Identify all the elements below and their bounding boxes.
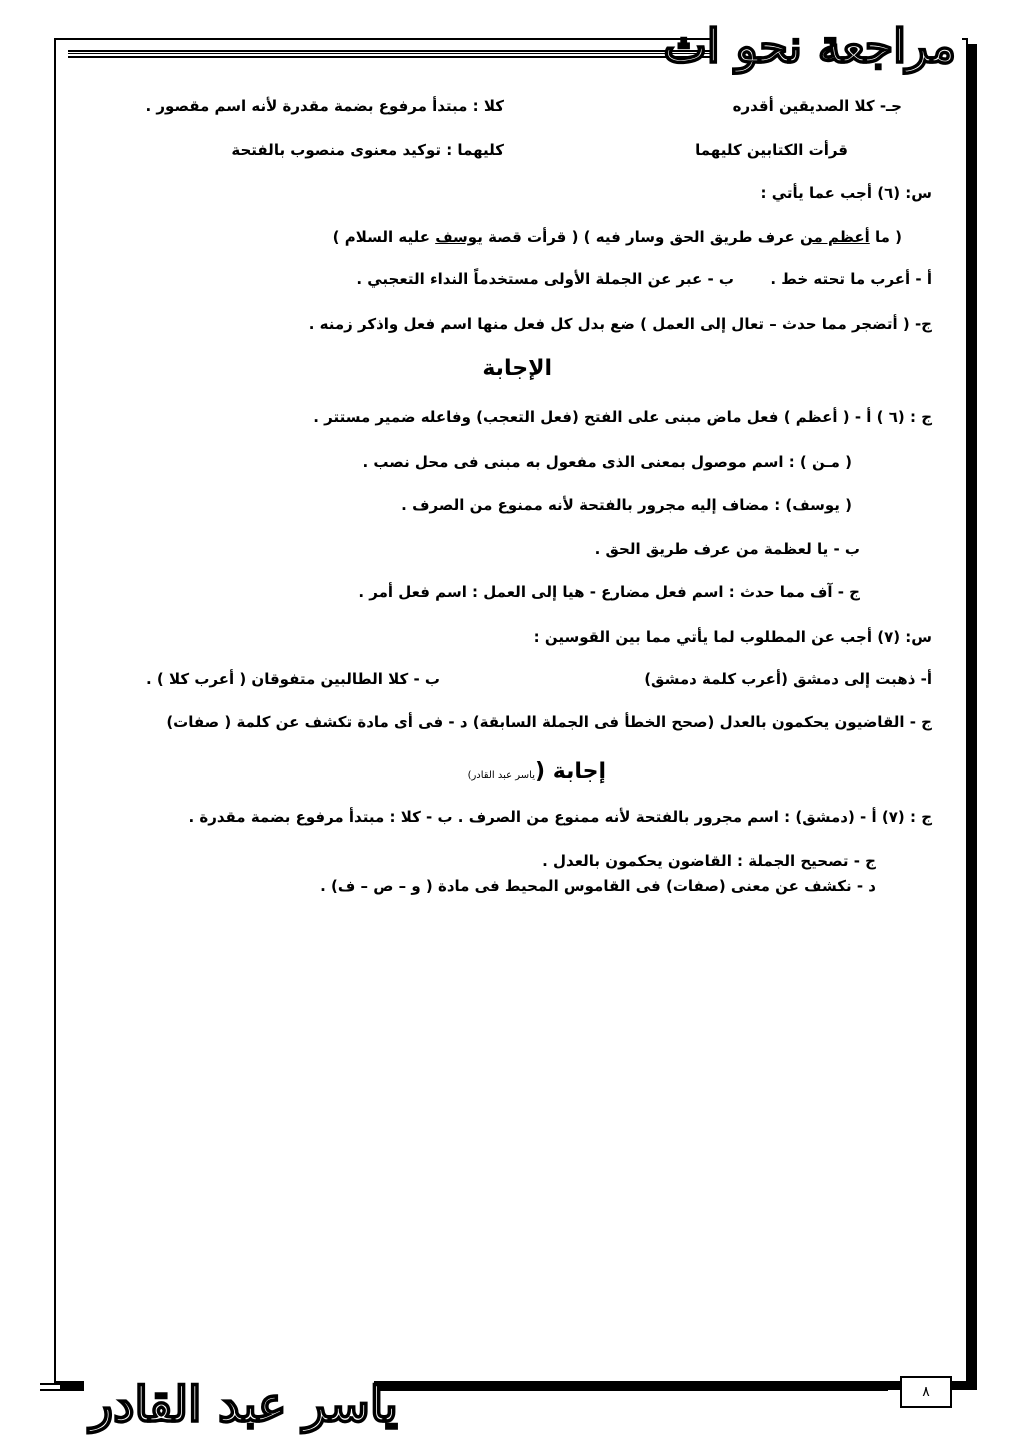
question-7-a: أ- ذهبت إلى دمشق (أعرب كلمة دمشق) (644, 670, 932, 688)
answer-author: ياسر عبد القادر) (467, 770, 536, 781)
line-1-right: جـ- كلا الصديقين أقدره (732, 97, 902, 115)
answer-7-line-1: ج : (٧) أ - (دمشق) : اسم مجرور بالفتحة لأنه ممنوع من الصرف . ب - كلا : مبتدأ مرفوع بضمة مقدرة . (188, 808, 932, 826)
line-2-right: قرأت الكتابين كليهما (695, 141, 848, 159)
question-7-c: ج - القاضيون يحكمون بالعدل (صحح الخطأ فى الجملة السابقة) د - فى أى مادة تكشف عن كلمة ( صفات) (166, 713, 932, 731)
frame-shadow-right (968, 44, 977, 1390)
footer-rule (374, 1383, 888, 1391)
line-2-left: كليهما : توكيد معنوى منصوب بالفتحة (231, 141, 504, 159)
question-6-c: ج- ( أتضجر مما حدث – تعال إلى العمل ) ضع بدل كل فعل منها اسم فعل واذكر زمنه . (308, 315, 932, 333)
answer-6-line-4: ب - يا لعظمة من عرف طريق الحق . (594, 540, 860, 558)
answer-6-line-1: ج : (٦ ) أ - ( أعظم ) فعل ماض مبنى على الفتح (فعل التعجب) وفاعله ضمير مستتر . (313, 408, 932, 426)
page-number: ٨ (900, 1376, 952, 1408)
header (663, 14, 962, 78)
answer-7-line-3: د - نكشف عن معنى (صفات) فى القاموس المحيط فى مادة ( و – ص – ف) . (320, 877, 876, 895)
answer-7-line-2: ج - تصحيح الجملة : القاضون يحكمون بالعدل . (542, 852, 876, 870)
line-1-left: كلا : مبتدأ مرفوع بضمة مقدرة لأنه اسم مقصور . (145, 97, 504, 115)
footer-rule-left (40, 1383, 84, 1391)
question-7-b: ب - كلا الطالبين متفوقان ( أعرب كلا ) . (146, 670, 440, 688)
answer-6-line-3: ( يوسف) : مضاف إليه مجرور بالفتحة لأنه ممنوع من الصرف . (401, 496, 852, 514)
answer-heading-2 (468, 757, 606, 791)
question-6-b: ب - عبر عن الجملة الأولى مستخدماً النداء التعجبي . (356, 270, 734, 288)
sentence-part: ( ما (875, 228, 902, 246)
question-6-sentence (333, 226, 902, 248)
underlined-word: أعظم من (799, 228, 870, 246)
underlined-word: يوسف (435, 228, 483, 246)
sentence-part: عرف طريق الحق وسار فيه ) ( قرأت قصة (488, 228, 795, 246)
answer-heading: الإجابة (482, 356, 552, 381)
sentence-part: عليه السلام ) (332, 228, 430, 246)
footer (84, 1372, 398, 1442)
header-rule (68, 50, 716, 58)
question-6: س: (٦) أجب عما يأتي : (760, 184, 932, 202)
footer-author: ياسر عبد القادر (90, 1377, 398, 1433)
answer-6-line-2: ( مـن ) : اسم موصول بمعنى الذى مفعول به مبنى فى محل نصب . (362, 453, 852, 471)
answer-heading-2-label: إجابة ( (535, 759, 606, 784)
question-6-a: أ - أعرب ما تحته خط . (770, 270, 932, 288)
question-7: س: (٧) أجب عن المطلوب لما يأتي مما بين القوسين : (533, 628, 932, 646)
answer-6-line-5: ج - آف مما حدث : اسم فعل مضارع - هيا إلى العمل : اسم فعل أمر . (358, 583, 860, 601)
page-title: مراجعة نحو اث (663, 19, 956, 73)
